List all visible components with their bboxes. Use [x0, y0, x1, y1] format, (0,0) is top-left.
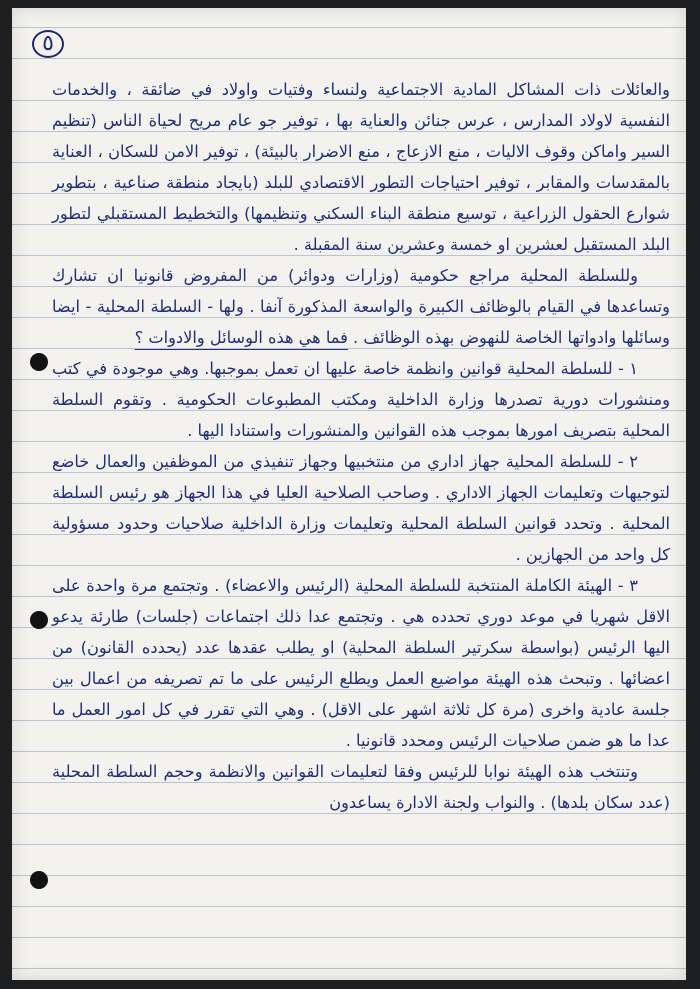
paragraph: ٣ - الهيئة الكاملة المنتخبة للسلطة المحلية (الرئيس والاعضاء) . وتجتمع مرة واحدة على الاقل شهريا في موعد دوري تحدده هي . وتجتمع عدا ذلك اجتماعات (جلسات) طارئة يدعو اليها الرئيس (بواسطة سكرتير السلطة المحلية) او يطلب عقدها عدد (يحدده القانون) من اعضائها . وتبحث هذه الهيئة مواضيع العمل ويطلع الرئيس على ما تم تصريفه من اعمال بين جلسة عادية واخرى (مرة كل ثلاثة اشهر على الاقل) . وهي التي تقرر في كل امور العمل ما عدا ما هو ضمن صلاحيات الرئيس ومحدد قانونيا .	[52, 576, 670, 750]
binder-hole	[30, 353, 48, 371]
binder-hole	[30, 611, 48, 629]
paragraph: ١ - للسلطة المحلية قوانين وانظمة خاصة عليها ان تعمل بموجبها. وهي موجودة في كتب ومنشورات دورية تصدرها وزارة الداخلية ومكتب المطبوعات الحكومية . وتقوم السلطة المحلية بتصريف امورها بموجب هذه القوانين والمنشورات واستنادا اليها .	[52, 359, 670, 440]
paragraph: ٢ - للسلطة المحلية جهاز اداري من منتخبيها وجهاز تنفيذي من الموظفين والعمال خاضع لتوجيهات وتعليمات الجهاز الاداري . وصاحب الصلاحية العليا في هذا الجهاز هو رئيس السلطة المحلية . وتحدد قوانين السلطة المحلية وتعليمات وزارة الداخلية صلاحيات وحدود مسؤولية كل واحد من الجهازين .	[52, 452, 670, 564]
page-number: ٥	[32, 30, 64, 58]
handwritten-page	[12, 8, 686, 980]
paragraph: وتنتخب هذه الهيئة نوابا للرئيس وفقا لتعليمات القوانين والانظمة وحجم السلطة المحلية (عدد سكان بلدها) . والنواب ولجنة الادارة يساعدون	[52, 762, 670, 812]
paragraph: وللسلطة المحلية مراجع حكومية (وزارات ودوائر) من المفروض قانونيا ان تشارك وتساعدها في القيام بالوظائف الكبيرة والواسعة المذكورة آنفا . ولها - السلطة المحلية - ايضا وسائلها وادواتها الخاصة للنهوض بهذه الوظائف . فما هي هذه الوسائل والادوات ؟	[52, 266, 670, 347]
page-text	[52, 74, 670, 818]
paragraph: والعائلات ذات المشاكل المادية الاجتماعية ولنساء وفتيات واولاد في ضائقة ، والخدمات النفسية لاولاد المدارس ، عرس جنائن والعناية بها ، توفير جو عام مريح لحياة الناس (تنظيم السير واماكن وقوف الاليات ، منع الازعاج ، منع الاضرار بالبيئة) ، توفير الامن للسكان ، العناية بالمقدسات والمقابر ، توفير احتياجات التطور الاقتصادي للبلد (بايجاد منطقة صناعية ، بتطوير شوارع الحقول الزراعية ، توسيع منطقة البناء السكني وتنظيمها) والتخطيط المستقبلي لتطور البلد المستقبل لعشرين او خمسة وعشرين سنة المقبلة .	[52, 80, 670, 254]
section-heading: فما هي هذه الوسائل والادوات ؟	[134, 328, 348, 347]
binder-hole	[30, 871, 48, 889]
